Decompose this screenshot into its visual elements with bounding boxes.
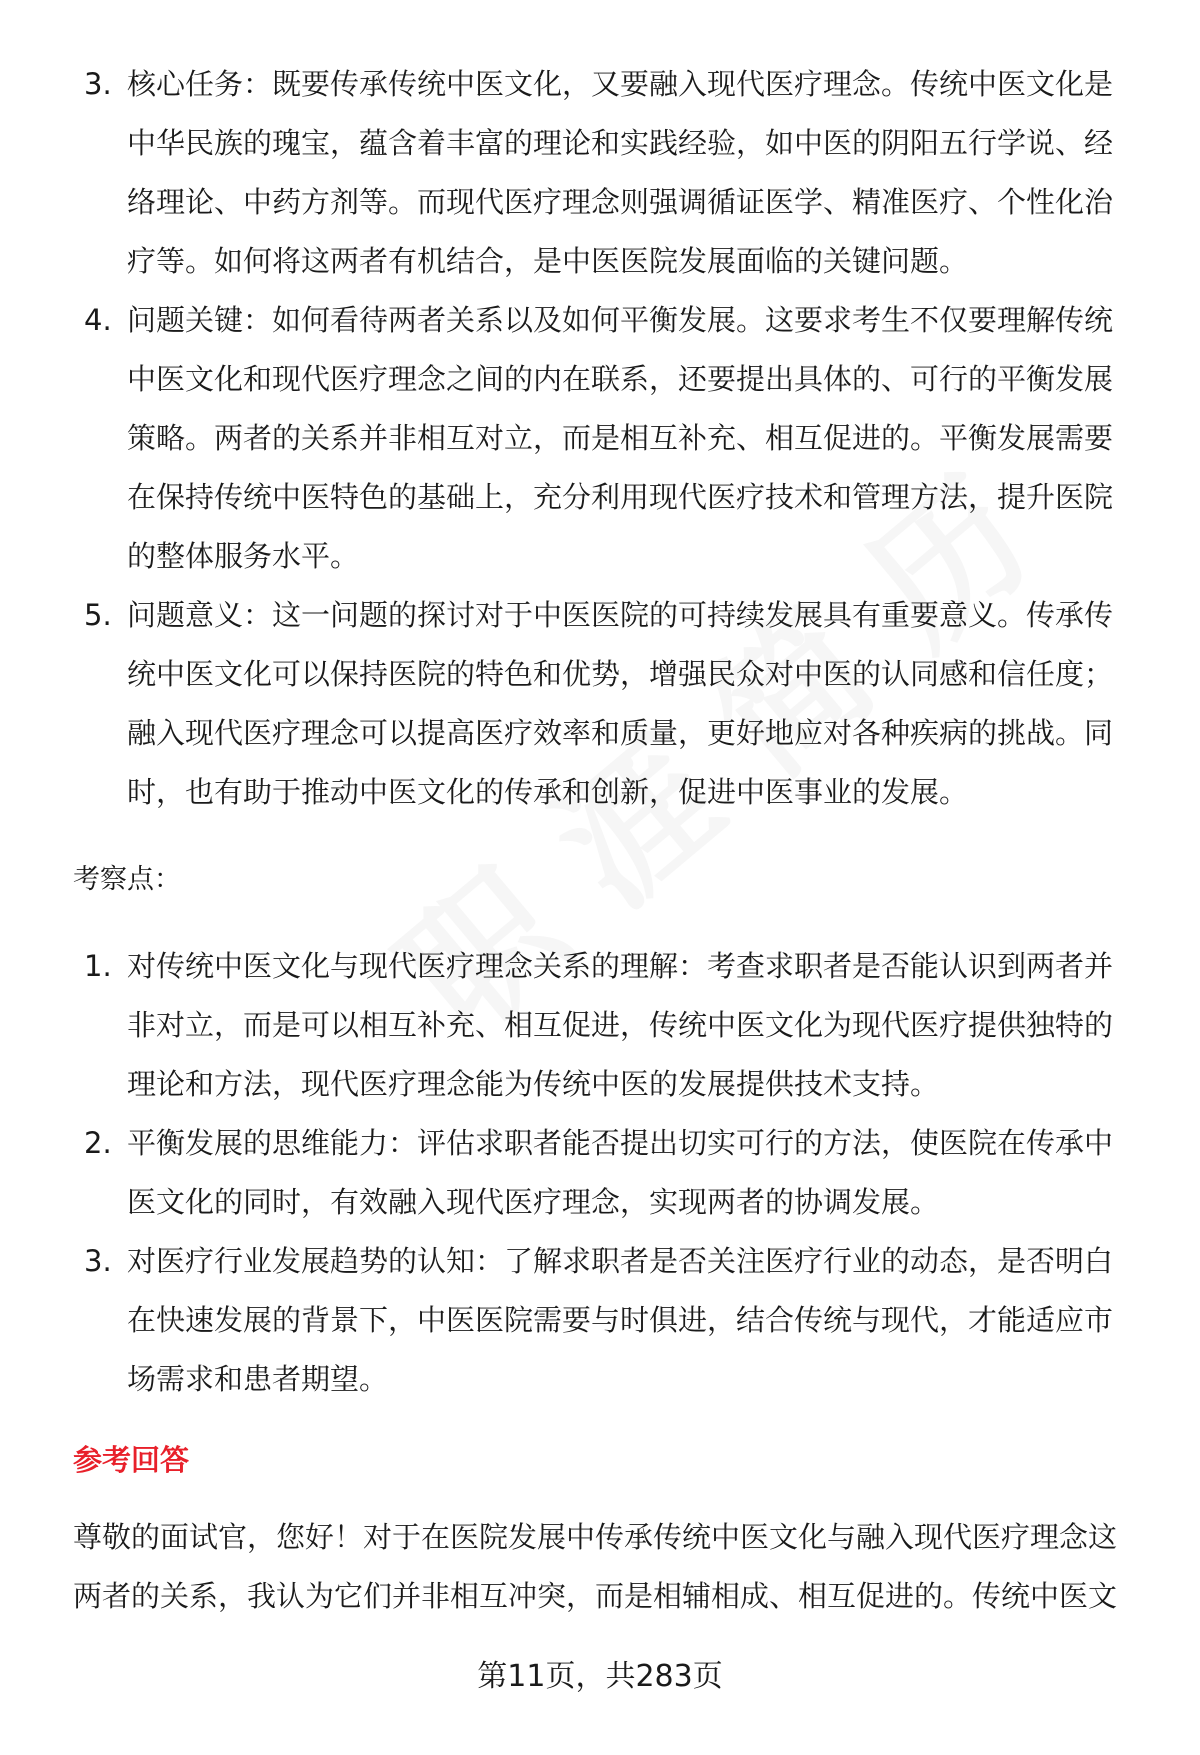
list-item xyxy=(80,937,1140,1114)
item-text: 问题关键：如何看待两者关系以及如何平衡发展。这要求考生不仅要理解传统中医文化和现代医疗理念之间的内在联系，还要提出具体的、可行的平衡发展策略。两者的关系并非相互对立，而是相互补充、相互促进的。平衡发展需要在保持传统中医特色的基础上，充分利用现代医疗技术和管理方法，提升医院的整体服务水平。 xyxy=(127,303,1114,573)
assessment-list xyxy=(80,937,1140,1409)
item-number: 3. xyxy=(84,1244,112,1278)
list-item xyxy=(80,1114,1140,1232)
item-number: 4. xyxy=(84,303,112,337)
item-number: 3. xyxy=(84,67,112,101)
item-text: 对传统中医文化与现代医疗理念关系的理解：考查求职者是否能认识到两者并非对立，而是可以相互补充、相互促进，传统中医文化为现代医疗提供独特的理论和方法，现代医疗理念能为传统中医的发展提供技术支持。 xyxy=(127,949,1114,1101)
item-text: 核心任务：既要传承传统中医文化，又要融入现代医疗理念。传统中医文化是中华民族的瑰宝，蕴含着丰富的理论和实践经验，如中医的阴阳五行学说、经络理论、中药方剂等。而现代医疗理念则强调循证医学、精准医疗、个性化治疗等。如何将这两者有机结合，是中医医院发展面临的关键问题。 xyxy=(127,67,1114,278)
list-item xyxy=(80,1232,1140,1409)
list-item xyxy=(80,55,1140,291)
analysis-list xyxy=(80,55,1140,822)
item-text: 问题意义：这一问题的探讨对于中医医院的可持续发展具有重要意义。传承传统中医文化可以保持医院的特色和优势，增强民众对中医的认同感和信任度；融入现代医疗理念可以提高医疗效率和质量，更好地应对各种疾病的挑战。同时，也有助于推动中医文化的传承和创新，促进中医事业的发展。 xyxy=(127,598,1114,809)
list-item xyxy=(80,291,1140,586)
item-text: 平衡发展的思维能力：评估求职者能否提出切实可行的方法，使医院在传承中医文化的同时，有效融入现代医疗理念，实现两者的协调发展。 xyxy=(127,1126,1114,1219)
reference-answer-heading: 参考回答 xyxy=(73,1443,190,1477)
assessment-points-label: 考察点： xyxy=(73,864,181,895)
item-number: 2. xyxy=(84,1126,112,1160)
list-item xyxy=(80,586,1140,822)
answer-paragraph: 尊敬的面试官，您好！对于在医院发展中传承传统中医文化与融入现代医疗理念这两者的关系，我认为它们并非相互冲突，而是相辅相成、相互促进的。传统中医文 xyxy=(73,1520,1118,1613)
page-number: 第11页，共283页 xyxy=(477,1659,723,1694)
item-number: 5. xyxy=(84,598,112,632)
item-number: 1. xyxy=(84,949,112,983)
item-text: 对医疗行业发展趋势的认知：了解求职者是否关注医疗行业的动态，是否明白在快速发展的背景下，中医医院需要与时俱进，结合传统与现代，才能适应市场需求和患者期望。 xyxy=(127,1244,1114,1396)
